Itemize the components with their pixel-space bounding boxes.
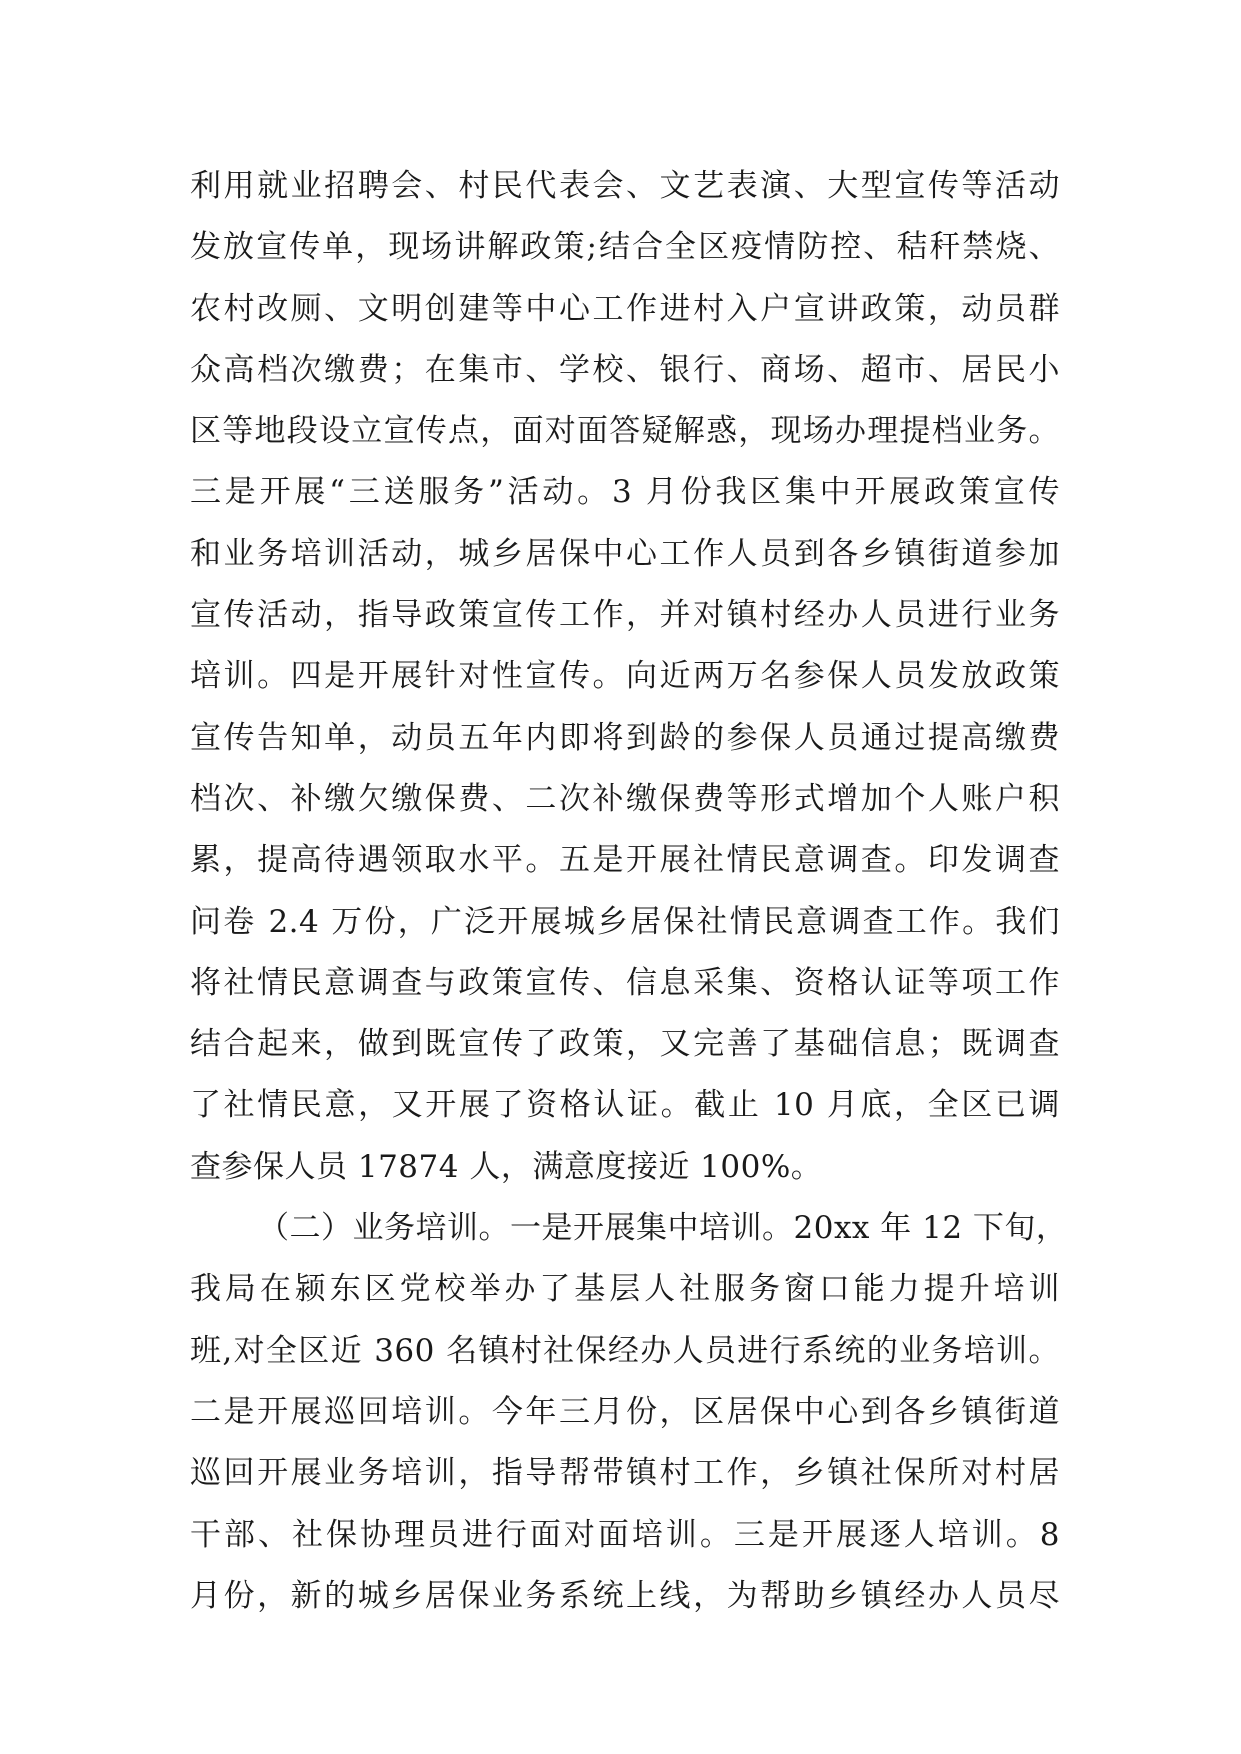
text-line: 了社情民意，又开展了资格认证。截止 10 月底，全区已调	[190, 1087, 1060, 1124]
text-line: 二是开展巡回培训。今年三月份，区居保中心到各乡镇街道	[190, 1393, 1060, 1430]
text-line: 众高档次缴费；在集市、学校、银行、商场、超市、居民小	[190, 351, 1060, 388]
text-line: 结合起来，做到既宣传了政策，又完善了基础信息；既调查	[190, 1026, 1060, 1063]
text-line: 培训。四是开展针对性宣传。向近两万名参保人员发放政策	[190, 658, 1060, 695]
text-line: 农村改厕、文明创建等中心工作进村入户宣讲政策，动员群	[190, 290, 1060, 327]
text-line: 巡回开展业务培训，指导帮带镇村工作，乡镇社保所对村居	[190, 1455, 1060, 1492]
text-line: 宣传告知单，动员五年内即将到龄的参保人员通过提高缴费	[190, 719, 1060, 756]
text-line: 累，提高待遇领取水平。五是开展社情民意调查。印发调查	[190, 842, 1060, 879]
text-line: 宣传活动，指导政策宣传工作，并对镇村经办人员进行业务	[190, 597, 1060, 634]
text-line: 三是开展“三送服务”活动。3 月份我区集中开展政策宣传	[190, 474, 1060, 511]
text-line: 我局在颍东区党校举办了基层人社服务窗口能力提升培训	[190, 1271, 1060, 1308]
body-text	[190, 156, 1068, 1627]
text-line: 发放宣传单，现场讲解政策;结合全区疫情防控、秸秆禁烧、	[190, 229, 1060, 266]
text-line: 问卷 2.4 万份，广泛开展城乡居保社情民意调查工作。我们	[190, 903, 1060, 940]
text-line: 区等地段设立宣传点，面对面答疑解惑，现场办理提档业务。	[190, 413, 1060, 450]
section-heading-line: （二）业务培训。一是开展集中培训。20xx 年 12 下旬，	[258, 1210, 1068, 1247]
text-line: 查参保人员 17874 人，满意度接近 100%。	[190, 1148, 823, 1185]
text-line: 档次、补缴欠缴保费、二次补缴保费等形式增加个人账户积	[190, 780, 1060, 817]
text-line: 月份，新的城乡居保业务系统上线，为帮助乡镇经办人员尽	[190, 1577, 1060, 1614]
text-line: 班,对全区近 360 名镇村社保经办人员进行系统的业务培训。	[190, 1332, 1060, 1369]
text-line: 利用就业招聘会、村民代表会、文艺表演、大型宣传等活动	[190, 168, 1060, 204]
text-line: 将社情民意调查与政策宣传、信息采集、资格认证等项工作	[190, 964, 1060, 1001]
text-line: 和业务培训活动，城乡居保中心工作人员到各乡镇街道参加	[190, 535, 1060, 572]
text-line: 干部、社保协理员进行面对面培训。三是开展逐人培训。8	[190, 1516, 1060, 1553]
